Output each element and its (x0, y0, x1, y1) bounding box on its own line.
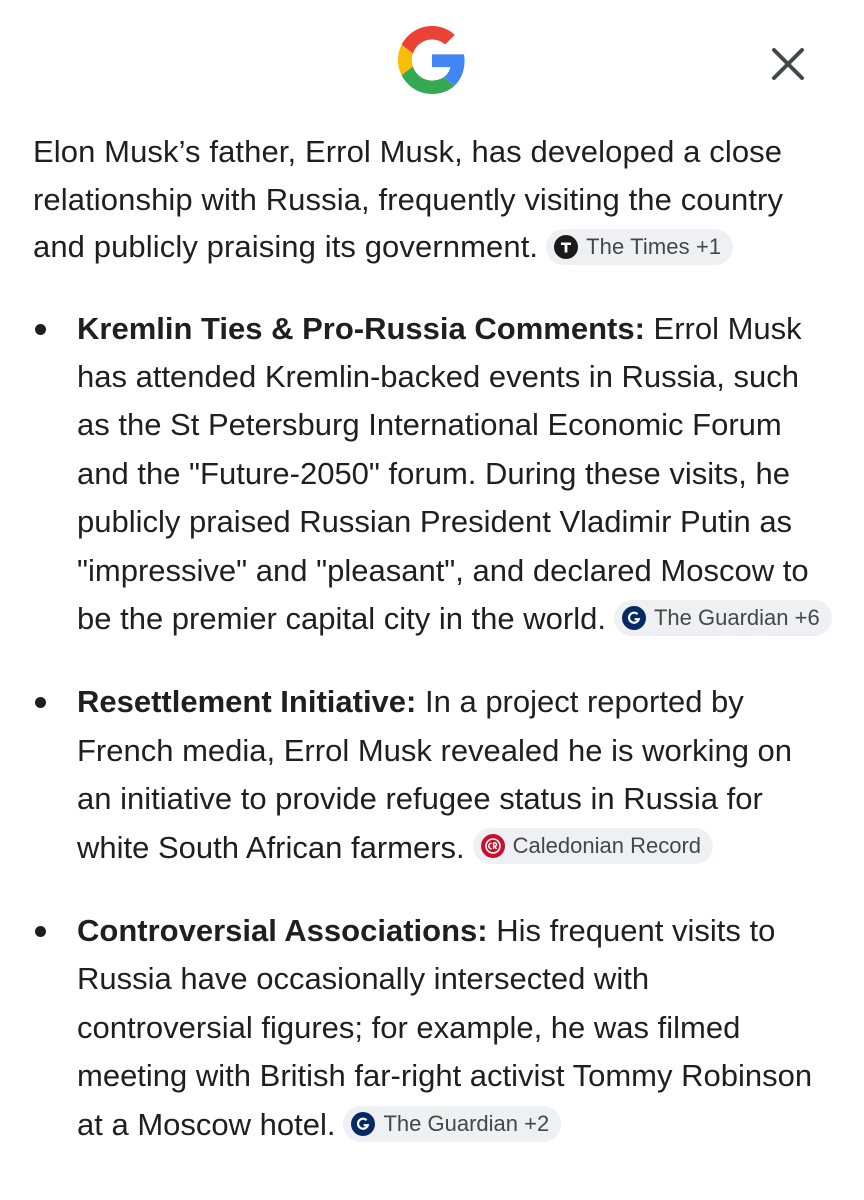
point-title: Controversial Associations: (77, 912, 488, 948)
the-guardian-logo-icon (622, 606, 646, 630)
bullet-dot (35, 324, 46, 335)
close-button[interactable] (764, 40, 812, 88)
google-g-logo-icon (398, 26, 466, 94)
bullet-dot (35, 697, 46, 708)
source-chip-label: The Guardian +2 (383, 1110, 550, 1136)
source-chip-caledonian-record[interactable] (473, 828, 713, 864)
intro-paragraph (33, 128, 832, 271)
point-title: Kremlin Ties & Pro-Russia Comments: (77, 310, 645, 346)
list-item-controversial-associations (33, 907, 832, 1149)
intro-text: Elon Musk’s father, Errol Musk, has developed a close relationship with Russia, frequently visiting the country and publicly praising its government. (33, 134, 784, 264)
point-title: Resettlement Initiative: (77, 684, 417, 720)
the-times-logo-icon (554, 235, 578, 259)
source-chip-label: The Guardian +6 (653, 604, 820, 630)
bullet-dot (35, 926, 46, 937)
list-item-resettlement (33, 678, 832, 872)
header (0, 0, 864, 128)
list-item-kremlin-ties (33, 305, 832, 644)
source-chip-the-times[interactable] (546, 229, 733, 265)
bullet-list (33, 305, 832, 1150)
the-guardian-logo-icon (351, 1112, 375, 1136)
point-body: Errol Musk has attended Kremlin-backed events in Russia, such as the St Petersburg International Economic Forum and the "Future-2050" forum. During these visits, he publicly praised Russian President Vladimir Putin as "impressive" and "pleasant", and declared Moscow to be the premier capital city in the world. (77, 310, 809, 636)
point-body: His frequent visits to Russia have occasionally intersected with controversial figures; for example, he was filmed meeting with British far-right activist Tommy Robinson at a Moscow hotel. (77, 912, 813, 1142)
source-chip-the-guardian[interactable] (614, 600, 832, 636)
source-chip-label: The Times +1 (586, 234, 722, 259)
caledonian-record-logo-icon (481, 834, 505, 858)
point-body: In a project reported by French media, Errol Musk revealed he is working on an initiative to provide refugee status in Russia for white South African farmers. (77, 684, 793, 865)
close-icon (770, 46, 806, 82)
source-chip-label: Caledonian Record (512, 832, 702, 858)
ai-overview-content (0, 128, 864, 1149)
source-chip-the-guardian[interactable] (343, 1106, 561, 1142)
